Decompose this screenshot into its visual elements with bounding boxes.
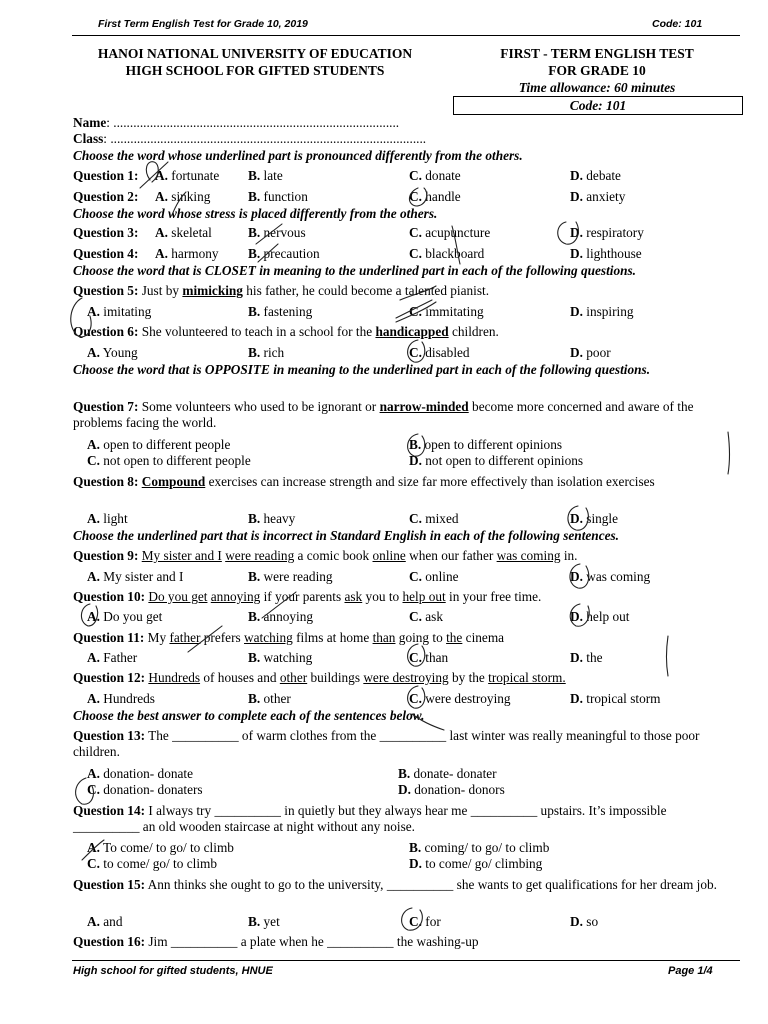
q4-option-d: D. lighthouse bbox=[570, 246, 642, 261]
q11-option-a: A. Father bbox=[87, 650, 138, 665]
running-header-title: First Term English Test for Grade 10, 2019 bbox=[98, 18, 308, 30]
q7-option-b: B. open to different opinions bbox=[409, 437, 563, 452]
q9-option-c: C. online bbox=[409, 569, 459, 584]
q3-option-d: D. respiratory bbox=[570, 225, 644, 240]
question-1-label: Question 1: bbox=[73, 168, 139, 183]
q6-option-a: A. Young bbox=[87, 345, 138, 360]
q10-option-d: D. help out bbox=[570, 609, 630, 624]
question-7: Question 7: Some volunteers who used to be ignorant or narrow-minded become more concerned and aware of the problems facing the world. bbox=[73, 399, 694, 430]
header-rule bbox=[72, 35, 740, 36]
instruction-stress: Choose the word whose stress is placed differently from the others. bbox=[73, 206, 438, 221]
q14-option-a: A. To come/ to go/ to climb bbox=[87, 840, 234, 855]
question-11: Question 11: My father prefers watching films at home than going to the cinema bbox=[73, 630, 505, 645]
q6-option-c: C. disabled bbox=[409, 345, 470, 360]
q4-option-c: C. blackboard bbox=[409, 246, 485, 261]
q15-option-c: C. for bbox=[409, 914, 441, 929]
q5-option-a: A. imitating bbox=[87, 304, 152, 319]
q7-option-d: D. not open to different opinions bbox=[409, 453, 584, 468]
question-16: Question 16: Jim __________ a plate when he __________ the washing-up bbox=[73, 934, 479, 949]
q13-option-b: B. donate- donater bbox=[398, 766, 497, 781]
question-6: Question 6: She volunteered to teach in a school for the handicapped children. bbox=[73, 324, 499, 339]
q10-option-b: B. annoying bbox=[248, 609, 314, 624]
instruction-incorrect: Choose the underlined part that is incorrect in Standard English in each of the following sentences. bbox=[73, 528, 619, 543]
question-9: Question 9: My sister and I were reading a comic book online when our father was coming in. bbox=[73, 548, 578, 563]
q13-option-d: D. donation- donors bbox=[398, 782, 505, 797]
q8-option-c: C. mixed bbox=[409, 511, 459, 526]
q4-option-a: A. harmony bbox=[155, 246, 219, 261]
q10-option-a: A. Do you get bbox=[87, 609, 163, 624]
footer-rule bbox=[72, 960, 740, 961]
q8-option-b: B. heavy bbox=[248, 511, 296, 526]
q1-option-a: A. fortunate bbox=[155, 168, 220, 183]
q8-option-d: D. single bbox=[570, 511, 619, 526]
q2-option-d: D. anxiety bbox=[570, 189, 626, 204]
question-2-label: Question 2: bbox=[73, 189, 139, 204]
question-8: Question 8: Compound exercises can increase strength and size far more effectively than isolation exercises bbox=[73, 474, 655, 489]
q11-option-c: C. than bbox=[409, 650, 449, 665]
q13-option-a: A. donation- donate bbox=[87, 766, 193, 781]
class-line: Class: ............................................................................................... bbox=[73, 131, 427, 146]
q7-option-a: A. open to different people bbox=[87, 437, 231, 452]
q5-option-d: D. inspiring bbox=[570, 304, 634, 319]
instruction-best-answer: Choose the best answer to complete each of the sentences below. bbox=[73, 708, 425, 723]
q1-option-d: D. debate bbox=[570, 168, 621, 183]
running-header-code: Code: 101 bbox=[652, 18, 703, 30]
question-10: Question 10: Do you get annoying if your parents ask you to help out in your free time. bbox=[73, 589, 542, 604]
q12-option-b: B. other bbox=[248, 691, 291, 706]
question-5: Question 5: Just by mimicking his father, he could become a talented pianist. bbox=[73, 283, 490, 298]
q10-option-c: C. ask bbox=[409, 609, 443, 624]
q9-option-b: B. were reading bbox=[248, 569, 333, 584]
q15-option-b: B. yet bbox=[248, 914, 280, 929]
q15-option-a: A. and bbox=[87, 914, 123, 929]
q15-option-d: D. so bbox=[570, 914, 599, 929]
q1-option-b: B. late bbox=[248, 168, 283, 183]
school-subname: HIGH SCHOOL FOR GIFTED STUDENTS bbox=[125, 63, 385, 78]
pen-margin-q11 bbox=[667, 636, 669, 676]
time-allowance: Time allowance: 60 minutes bbox=[518, 80, 676, 95]
question-3-label: Question 3: bbox=[73, 225, 139, 240]
q3-option-b: B. nervous bbox=[248, 225, 306, 240]
q2-option-b: B. function bbox=[248, 189, 308, 204]
q3-option-a: A. skeletal bbox=[155, 225, 212, 240]
school-name: HANOI NATIONAL UNIVERSITY OF EDUCATION bbox=[97, 46, 413, 61]
q12-option-c: C. were destroying bbox=[409, 691, 511, 706]
q2-option-a: A. sinking bbox=[155, 189, 211, 204]
question-14: Question 14: I always try __________ in quietly but they always hear me __________ upstairs. It’s impossible __________ an old wooden staircase at night without any noise. bbox=[73, 803, 667, 834]
q6-option-d: D. poor bbox=[570, 345, 611, 360]
instruction-closest: Choose the word that is CLOSET in meaning to the underlined part in each of the following questions. bbox=[73, 263, 637, 278]
name-line: Name: ...................................................................................... bbox=[73, 115, 400, 130]
q14-option-b: B. coming/ to go/ to climb bbox=[409, 840, 550, 855]
question-13: Question 13: The __________ of warm clothes from the __________ last winter was really meaningful to those poor children. bbox=[73, 728, 700, 759]
q9-option-a: A. My sister and I bbox=[87, 569, 184, 584]
q11-option-b: B. watching bbox=[248, 650, 313, 665]
test-grade: FOR GRADE 10 bbox=[548, 63, 646, 78]
q2-option-c: C. handle bbox=[409, 189, 461, 204]
q13-option-c: C. donation- donaters bbox=[87, 782, 203, 797]
q9-option-d: D. was coming bbox=[570, 569, 651, 584]
q14-option-d: D. to come/ go/ climbing bbox=[409, 856, 543, 871]
footer-school: High school for gifted students, HNUE bbox=[73, 965, 273, 977]
instruction-opposite: Choose the word that is OPPOSITE in meaning to the underlined part in each of the following questions. bbox=[73, 362, 651, 377]
code-box: Code: 101 bbox=[453, 96, 743, 115]
q11-option-d: D. the bbox=[570, 650, 603, 665]
question-15: Question 15: Ann thinks she ought to go to the university, __________ she wants to get qualifications for her dream job. bbox=[73, 877, 717, 892]
footer-page: Page 1/4 bbox=[668, 965, 713, 977]
q1-option-c: C. donate bbox=[409, 168, 461, 183]
instruction-pronunciation: Choose the word whose underlined part is pronounced differently from the others. bbox=[73, 148, 523, 163]
q4-option-b: B. precaution bbox=[248, 246, 320, 261]
q14-option-c: C. to come/ go/ to climb bbox=[87, 856, 218, 871]
pen-margin-q7 bbox=[728, 432, 730, 474]
q5-option-b: B. fastening bbox=[248, 304, 313, 319]
question-4-label: Question 4: bbox=[73, 246, 139, 261]
q7-option-c: C. not open to different people bbox=[87, 453, 251, 468]
q12-option-d: D. tropical storm bbox=[570, 691, 661, 706]
question-12: Question 12: Hundreds of houses and other buildings were destroying by the tropical storm. bbox=[73, 670, 566, 685]
q3-option-c: C. acupuncture bbox=[409, 225, 491, 240]
q8-option-a: A. light bbox=[87, 511, 128, 526]
test-title: FIRST - TERM ENGLISH TEST bbox=[500, 46, 694, 61]
q5-option-c: C. immitating bbox=[409, 304, 484, 319]
q12-option-a: A. Hundreds bbox=[87, 691, 155, 706]
q6-option-b: B. rich bbox=[248, 345, 285, 360]
